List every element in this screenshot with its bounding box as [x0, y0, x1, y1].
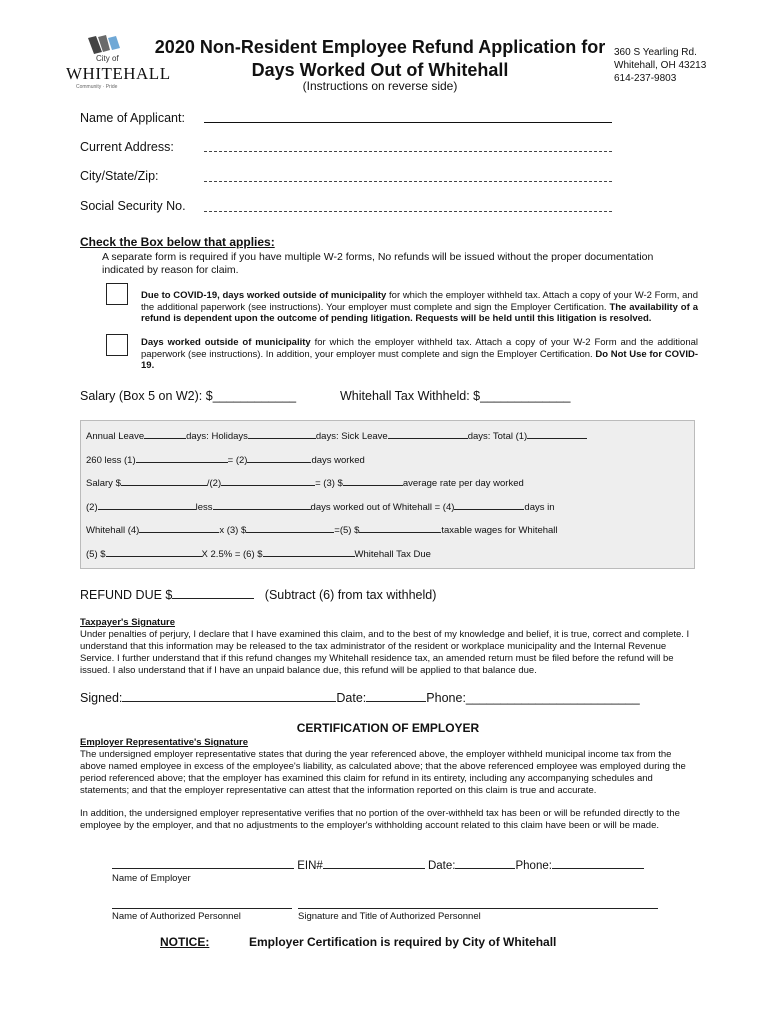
annual-leave-input[interactable] [144, 430, 186, 439]
holidays-input[interactable] [248, 430, 316, 439]
salary-field[interactable]: Salary (Box 5 on W2): $____________ [80, 389, 297, 403]
holidays-label: days: Holidays [186, 431, 248, 442]
div2-label: /(2) [206, 478, 222, 489]
refund-label: REFUND DUE $ [80, 588, 173, 602]
taxpayer-heading: Taxpayer's Signature [80, 617, 176, 628]
taxable-wages-label: taxable wages for Whitehall [441, 525, 558, 536]
calc-row-3 [86, 477, 524, 489]
emp-phone-input[interactable] [552, 858, 644, 869]
days-worked-input[interactable] [247, 454, 311, 463]
calculation-box [80, 420, 695, 569]
days-option-warning: Do Not Use for COVID-19. [141, 348, 698, 371]
days-outside-option-text [141, 337, 698, 372]
check-heading: Check the Box below that applies: [80, 235, 275, 249]
covid-option-bold: Due to COVID-19, days worked outside of municipality [141, 290, 387, 301]
total-input[interactable] [527, 430, 587, 439]
address-phone: 614-237-9803 [614, 73, 677, 84]
address-field[interactable] [204, 151, 612, 152]
wh4-input[interactable] [139, 524, 219, 533]
sick-leave-input[interactable] [388, 430, 468, 439]
check-intro: A separate form is required if you have multiple W-2 forms, No refunds will be issued without the proper documentation indicated by reason for claim. [102, 251, 654, 276]
refund-note: (Subtract (6) from tax withheld) [264, 588, 437, 602]
employer-row [112, 858, 644, 872]
personnel-signature-input[interactable] [298, 908, 658, 909]
address-street: 360 S Yearling Rd. [614, 47, 697, 58]
r4-less-label: less [195, 502, 213, 513]
eq2-label: = (2) [227, 455, 248, 466]
address-city: Whitehall, OH 43213 [614, 60, 707, 71]
salary-calc-input[interactable] [121, 477, 207, 486]
date-label: Date: [336, 691, 367, 705]
certification-title: CERTIFICATION OF EMPLOYER [296, 721, 480, 735]
signed-label: Signed: [80, 691, 123, 705]
signature-input[interactable] [122, 691, 336, 702]
days-outside-checkbox[interactable] [106, 334, 128, 356]
avg-rate-label: average rate per day worked [402, 478, 524, 489]
name-field[interactable] [204, 122, 612, 123]
refund-row [80, 588, 436, 602]
emp-phone-label: Phone: [515, 860, 552, 872]
days-out-label: days worked out of Whitehall = (4) [310, 502, 455, 513]
logo-tagline: Community · Pride [76, 84, 118, 90]
city-logo [64, 34, 171, 94]
employer-name-input[interactable] [112, 858, 294, 869]
r6-5-input[interactable] [106, 548, 202, 557]
personnel-name-input[interactable] [112, 908, 292, 909]
city-address [614, 46, 706, 85]
calc-row-4 [86, 501, 555, 513]
days-option-bold: Days worked outside of municipality [141, 337, 311, 348]
less-input[interactable] [136, 454, 228, 463]
total-label: days: Total (1) [467, 431, 528, 442]
signed-row [80, 691, 640, 705]
notice-text: Employer Certification is required by City of Whitehall [249, 935, 557, 949]
eq3-label: = (3) $ [315, 478, 343, 489]
title-line-1: 2020 Non-Resident Employee Refund Application for [154, 37, 606, 57]
calc-row-1 [86, 430, 587, 442]
calc-row-6 [86, 548, 431, 560]
ein-input[interactable] [323, 858, 425, 869]
tax-withheld-field[interactable]: Whitehall Tax Withheld: $_____________ [340, 389, 571, 403]
title-line-2: Days Worked Out of Whitehall [251, 60, 509, 80]
calc-row-2 [86, 454, 365, 466]
tax-due-input[interactable] [263, 548, 355, 557]
days-option-body: for which the employer withheld tax. Attach a copy of your W-2 Form and the additional paperwork (see instructions). In addition, your employer must complete and sign the Employer Certification. [141, 337, 698, 360]
wh4-label: Whitehall (4) [86, 525, 140, 536]
form-subtitle: (Instructions on reverse side) [302, 79, 458, 93]
employer-name-caption: Name of Employer [112, 873, 191, 884]
logo-mark-icon [86, 34, 122, 56]
x25-label: X 2.5% = (6) $ [201, 549, 263, 560]
csz-label: City/State/Zip: [80, 169, 159, 183]
tax-due-label: Whitehall Tax Due [354, 549, 431, 560]
taxable-wages-input[interactable] [359, 524, 441, 533]
logo-city-text: City of [96, 54, 119, 63]
r4-2-input[interactable] [98, 501, 196, 510]
personnel-signature-caption: Signature and Title of Authorized Personnel [298, 911, 481, 922]
days-out-input[interactable] [454, 501, 524, 510]
calc-row-5 [86, 524, 558, 536]
covid-option-body: for which the employer withheld tax. Attach a copy of your W-2 Form, and the additional paperwork (see instructions). Your employer must complete and sign the Employer Certification. [141, 290, 698, 313]
notice-label: NOTICE: [160, 935, 210, 949]
covid-option-warning: The availability of a refund is dependent upon the outcome of pending litigation. Requests will be held until this litigation is resolved. [141, 301, 698, 324]
emp-date-input[interactable] [455, 858, 515, 869]
less-label: 260 less (1) [86, 455, 136, 466]
days-in-label: days in [524, 502, 555, 513]
ssn-field[interactable] [204, 211, 612, 212]
refund-input[interactable] [172, 588, 254, 599]
avg-rate-input[interactable] [343, 477, 403, 486]
covid-option-text [141, 290, 698, 325]
annual-leave-label: Annual Leave [86, 431, 145, 442]
days-worked-label: days worked [311, 455, 365, 466]
phone-field[interactable]: Phone:_________________________ [426, 691, 640, 705]
taxpayer-declaration: Under penalties of perjury, I declare that I have examined this claim, and to the best of my knowledge and belief, it is true, correct and complete. I understand that this information may be released to the tax administrator of the resident or workplace municipality and the Internal Revenue Service. I further understand that if this refund changes my Whitehall residence tax, an amended return must be filed before the refund will be issued. I also understand that if I have an unpaid balance due, this refund will be applied to that balance due. [80, 629, 690, 676]
form-title [150, 36, 610, 82]
sick-leave-label: days: Sick Leave [315, 431, 388, 442]
r4-2-label: (2) [86, 502, 98, 513]
covid-checkbox[interactable] [106, 283, 128, 305]
logo-name: WHITEHALL [66, 64, 171, 83]
r4-less-input[interactable] [213, 501, 311, 510]
x3-label: x (3) $ [219, 525, 247, 536]
employer-verification: In addition, the undersigned employer representative verifies that no portion of the over-withheld tax has been or will be refunded directly to the employee by the employer, and that no adjustments to the employer's withholding account related to this claim have been or will be made. [80, 808, 680, 831]
personnel-name-caption: Name of Authorized Personnel [112, 911, 241, 922]
csz-field[interactable] [204, 181, 612, 182]
employer-statement: The undersigned employer representative states that during the year referenced above, the employer withheld municipal income tax from the above named employee in excess of the employee's liability, as calculated above; that the above referenced employee was employed during the period referenced above; that the employer has examined this claim for refund in its entirety, including any accompanying schedules and statements; and that the employer representative can attest that the information reported on this claim is true and accurate. [80, 749, 686, 796]
ein-label: EIN# [297, 860, 323, 872]
salary-calc-label: Salary $ [86, 478, 121, 489]
address-label: Current Address: [80, 140, 174, 154]
date-input[interactable] [366, 691, 426, 702]
r6-5-label: (5) $ [86, 549, 106, 560]
x3-input[interactable] [246, 524, 334, 533]
div2-input[interactable] [221, 477, 315, 486]
ssn-label: Social Security No. [80, 199, 186, 213]
emp-date-label: Date: [427, 860, 456, 872]
employer-rep-heading: Employer Representative's Signature [80, 737, 249, 748]
eq5-label: =(5) $ [334, 525, 360, 536]
name-label: Name of Applicant: [80, 111, 185, 125]
